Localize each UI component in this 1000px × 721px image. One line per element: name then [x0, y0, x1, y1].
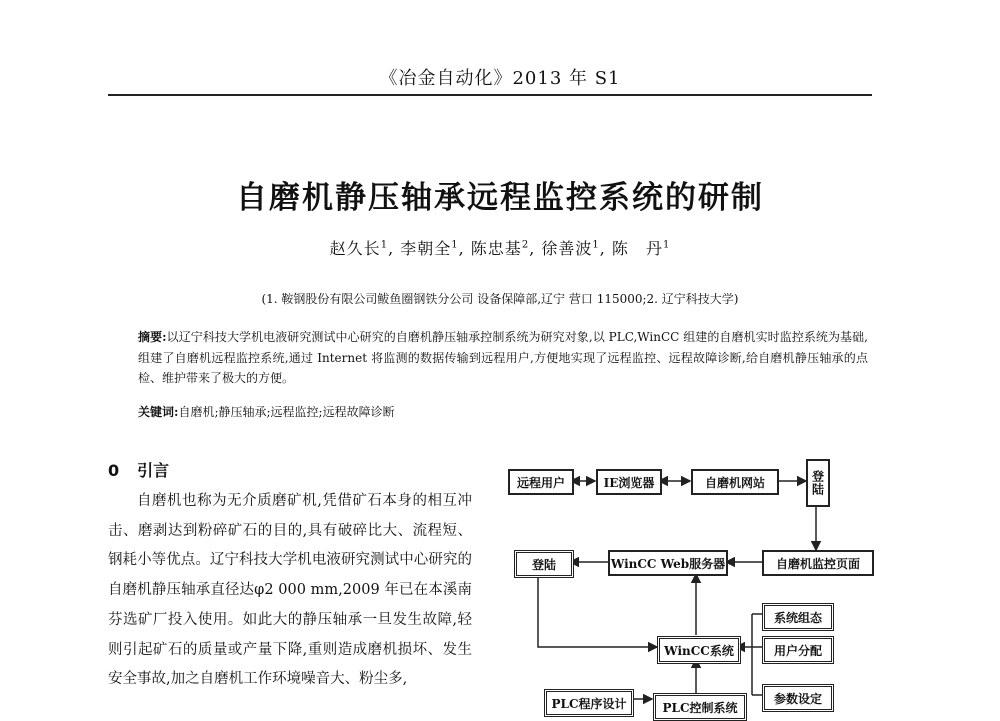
param-setting-box: 参数设定	[762, 684, 834, 712]
plc-control-box: PLC控制系统	[653, 693, 747, 721]
abstract-text: 以辽宁科技大学机电液研究测试中心研究的自磨机静压轴承控制系统为研究对象,以 PLC,WinCC 组建的自磨机实时监控系统为基础,组建了自磨机远程监控系统,通过 Internet 将监测的数据传输到远程用户,方便地实现了远程监控、远程故障诊断,给自磨机静压轴承的点检、维护带来了极大的方便。	[138, 330, 868, 385]
author: 李朝全	[400, 239, 452, 258]
login-right-box: 登陆	[806, 459, 830, 507]
section-heading	[108, 458, 169, 481]
abstract-label: 摘要:	[138, 330, 167, 344]
author-mark: 1	[662, 239, 671, 251]
plc-design-box: PLC程序设计	[544, 689, 634, 717]
author-mark: 1	[451, 239, 459, 251]
wincc-web-server-box: WinCC Web服务器	[608, 550, 728, 576]
affiliation: (1. 鞍钢股份有限公司鲅鱼圈钢铁分公司 设备保障部,辽宁 营口 115000;2. 辽宁科技大学)	[261, 292, 739, 306]
login-left-box: 登陆	[514, 550, 574, 578]
keywords	[138, 403, 868, 420]
section-number: 0	[108, 461, 120, 480]
author: 徐善波	[541, 239, 593, 258]
journal-header: 《冶金自动化》2013 年 S1	[379, 68, 621, 89]
author: 赵久长	[329, 239, 381, 258]
user-alloc-box: 用户分配	[762, 636, 834, 664]
wincc-system-box: WinCC系统	[657, 636, 741, 664]
author-list: 赵久长$^1$, 李朝全$^1$, 陈忠基$^2$, 徐善波$^1$, 陈 丹$^1$	[329, 239, 671, 258]
keywords-label: 关键词:	[138, 405, 179, 419]
author-mark: 1	[592, 239, 600, 251]
paper-title: 自磨机静压轴承远程监控系统的研制	[236, 180, 764, 216]
author-mark: 2	[521, 239, 530, 251]
system-diagram	[500, 455, 880, 715]
remote-user-box: 远程用户	[508, 469, 574, 495]
abstract	[138, 327, 868, 389]
section-title: 引言	[137, 461, 170, 480]
body-paragraph: 自磨机也称为无介质磨矿机,凭借矿石本身的相互冲击、磨剥达到粉碎矿石的目的,具有破碎比大、流程短、钢耗小等优点。辽宁科技大学机电液研究测试中心研究的自磨机静压轴承直径达φ2 000 mm,2009 年已在本溪南芬选矿厂投入使用。如此大的静压轴承一旦发生故障,轻则引起矿石的质量或产量下降,重则造成磨机损坏、发生安全事故,加之自磨机工作环境噪音大、粉尘多,	[108, 493, 472, 688]
keywords-text: 自磨机;静压轴承;远程监控;远程故障诊断	[178, 405, 395, 419]
mill-website-box: 自磨机网站	[691, 469, 779, 495]
system-config-box: 系统组态	[762, 603, 834, 631]
author: 陈忠基	[470, 239, 522, 258]
author-mark: 1	[380, 239, 389, 251]
mill-monitor-page-box: 自磨机监控页面	[762, 550, 874, 576]
author: 陈 丹	[611, 239, 663, 258]
header-rule	[108, 94, 872, 96]
ie-browser-box: IE浏览器	[596, 469, 662, 495]
